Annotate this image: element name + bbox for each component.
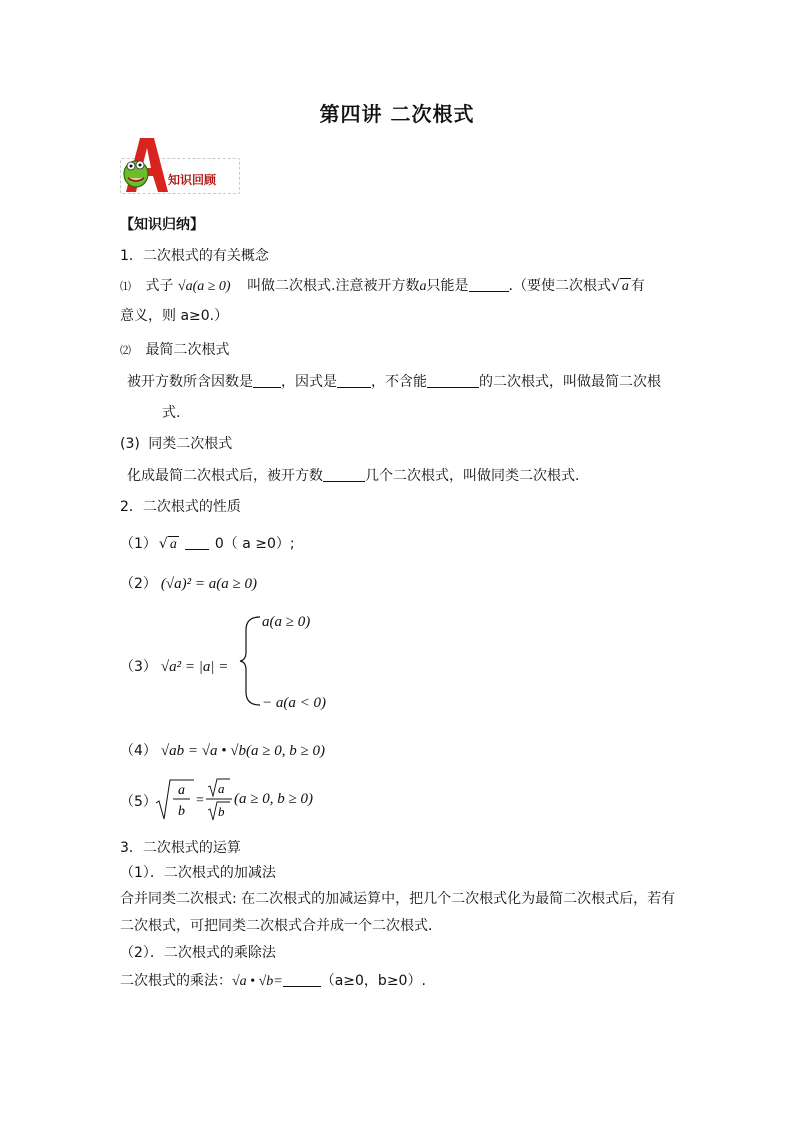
sub2-expr: √a • √b= <box>232 974 283 989</box>
item1-d: .（要使二次根式 <box>508 278 611 294</box>
answer-blank <box>337 373 371 388</box>
answer-blank <box>283 972 321 987</box>
item2-title: 最简二次根式 <box>145 342 230 358</box>
svg-text:b: b <box>218 804 225 819</box>
item3-a: 化成最简二次根式后，被开方数 <box>127 468 323 484</box>
p3-case1: a(a ≥ 0) <box>262 614 311 630</box>
sub2-b: （a≥0，b≥0）. <box>320 973 426 989</box>
item2-a: 被开方数所含因数是 <box>127 374 253 390</box>
item2-num: ⑵ <box>120 344 131 357</box>
item3-b: 几个二次根式，叫做同类二次根式. <box>365 468 580 484</box>
p2-expr: (√a)² = a(a ≥ 0) <box>160 576 257 592</box>
property-3 <box>120 656 228 676</box>
item1-var: a <box>419 279 427 294</box>
item2-e: 式. <box>162 405 181 421</box>
p1-rad: a <box>169 537 177 552</box>
item1-c: 只能是 <box>426 278 469 294</box>
answer-blank <box>253 373 281 388</box>
item3-body <box>127 465 579 485</box>
svg-text:a: a <box>218 781 225 796</box>
sub2-a: 二次根式的乘法： <box>120 973 232 989</box>
item1-b: 叫做二次根式.注意被开方数 <box>247 278 420 294</box>
p2-num: （2） <box>120 576 157 592</box>
item1-expr: √a(a ≥ 0) <box>177 279 231 294</box>
s3-sub2: （2）．二次根式的乘除法 <box>120 945 276 961</box>
s3-sub2-line <box>120 970 426 990</box>
p5-num: （5） <box>120 794 157 810</box>
s2-heading: 2．二次根式的性质 <box>120 499 241 515</box>
item2-d: 的二次根式，叫做最简二次根 <box>479 374 661 390</box>
p3-num: （3） <box>120 659 157 675</box>
s3-heading: 3．二次根式的运算 <box>120 840 241 856</box>
item2-c: ，不含能 <box>371 374 427 390</box>
s1-item1: ⑴ 式子 √a(a ≥ 0) 叫做二次根式.注意被开方数a只能是 .（要使二次根式√ a 有 <box>120 278 645 294</box>
property-1: （1） √ a 0（ a ≥0）; <box>120 536 295 552</box>
svg-text:a: a <box>178 783 185 798</box>
s1-item3 <box>120 433 232 453</box>
item3-num: (3) <box>120 436 140 452</box>
piecewise-brace-icon <box>238 614 262 708</box>
item2-body <box>127 371 661 391</box>
answer-blank <box>185 535 209 550</box>
p4-expr: √ab = √a • √b(a ≥ 0, b ≥ 0) <box>160 743 325 759</box>
p4-num: （4） <box>120 743 157 759</box>
s3-sub1: （1）．二次根式的加减法 <box>120 865 276 881</box>
answer-blank <box>323 467 365 482</box>
item1-num: ⑴ <box>120 280 131 293</box>
item1-line2: 意义，则 a≥0.） <box>120 308 229 324</box>
item1-a: 式子 <box>145 278 174 294</box>
p3-case2: − a(a < 0) <box>262 695 326 711</box>
answer-blank <box>469 277 509 292</box>
svg-text:=: = <box>196 793 204 808</box>
s1-heading: 1．二次根式的有关概念 <box>120 248 269 264</box>
p3-lhs: √a² = |a| = <box>160 659 229 675</box>
frog-a-logo-icon <box>118 136 170 194</box>
badge-label: 知识回顾 <box>168 173 217 187</box>
s1-item2 <box>120 339 229 359</box>
item2-b: ，因式是 <box>281 374 337 390</box>
page-title: 第四讲 二次根式 <box>319 102 475 126</box>
answer-blank <box>427 373 479 388</box>
item3-title: 同类二次根式 <box>148 436 233 452</box>
p5-cond: (a ≥ 0, b ≥ 0) <box>234 791 313 807</box>
section-heading: 【知识归纳】 <box>120 217 204 233</box>
property-4 <box>120 740 325 760</box>
p1-num: （1） <box>120 536 157 552</box>
s3-sub1-text2: 二次根式，可把同类二次根式合并成一个二次根式． <box>120 918 442 934</box>
property-2 <box>120 573 257 593</box>
p1-rest: 0（ a ≥0）; <box>214 536 295 552</box>
item1-e: 有 <box>630 278 645 294</box>
svg-text:b: b <box>178 804 185 819</box>
s3-sub1-text1: 合并同类二次根式: 在二次根式的加减运算中，把几个二次根式化为最简二次根式后，若有 <box>120 891 676 907</box>
item1-sqrt: a <box>621 279 629 294</box>
